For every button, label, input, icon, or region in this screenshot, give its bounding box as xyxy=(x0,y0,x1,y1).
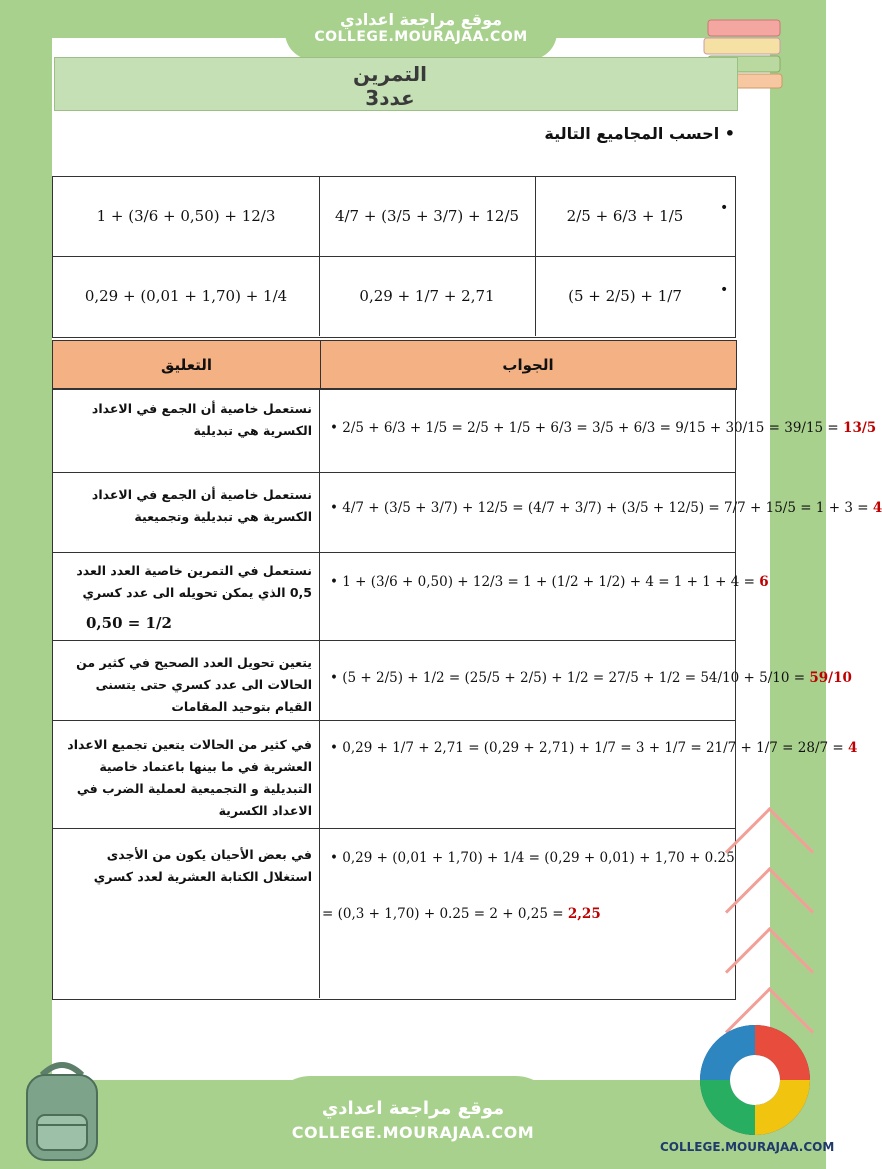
instruction xyxy=(450,124,735,143)
bottom-banner xyxy=(270,1076,556,1164)
exercise-cell-6: 0,29 + (0,01 + 1,70) + 1/4 xyxy=(84,287,288,305)
exercise-bullet-1: • xyxy=(720,200,729,216)
comment-row-5: في كثير من الحالات يتعين تجميع الاعداد العشرية في ما بينها باعتماد خاصية التبديلية و التجميعية لعملية الضرب في الاعداد الكسرية xyxy=(67,737,312,818)
grid-row-divider xyxy=(52,256,736,257)
instruction-bullet: • xyxy=(719,124,735,143)
comment-row-4: يتعين تحويل العدد الصحيح في كثير من الحالات الى عدد كسري حتى يتسنى القيام بتوحيد المقامات xyxy=(76,655,312,714)
frame-left xyxy=(0,0,52,1169)
comment-row-3: نستعمل في التمرين خاصية العدد العدد 0,5 الذي يمكن تحويله الى عدد كسري xyxy=(76,563,312,600)
result-row-3: 6 xyxy=(759,574,769,590)
answer-row-5: • 0,29 + 1/7 + 2,71 = (0,29 + 2,71) + 1/7 = 3 + 1/7 = 21/7 + 1/7 = 28/7 = 4 xyxy=(330,740,858,756)
top-banner xyxy=(285,4,557,60)
exercise-cell-1: 2/5 + 6/3 + 1/5 xyxy=(566,207,684,225)
exercise-cell-4: (5 + 2/5) + 1/7 xyxy=(568,287,682,305)
result-row-4: 59/10 xyxy=(809,670,852,686)
answer-row-1: • 2/5 + 6/3 + 1/5 = 2/5 + 1/5 + 6/3 = 3/5 + 6/3 = 9/15 + 30/15 = 39/15 = 13/5 xyxy=(330,420,877,436)
answer-row-6: • 0,29 + (0,01 + 1,70) + 1/4 = (0,29 + 0,01) + 1,70 + 0.25 xyxy=(330,850,735,866)
site-url: COLLEGE.MOURAJAA.COM xyxy=(314,29,528,45)
row-divider-5 xyxy=(52,828,736,829)
exercise-cell-3: 1 + (3/6 + 0,50) + 12/3 xyxy=(96,207,276,225)
row-divider-4 xyxy=(52,720,736,721)
result-row-5: 4 xyxy=(848,740,858,756)
result-row-2: 4 xyxy=(872,500,882,516)
header-comment: التعليق xyxy=(52,340,321,390)
exercise-bullet-2: • xyxy=(720,282,729,298)
result-row-1: 13/5 xyxy=(843,420,877,436)
row-divider-2 xyxy=(52,552,736,553)
instruction-text: احسب المجاميع التالية xyxy=(544,124,720,143)
footer-site-name-ar: موقع مراجعة اعدادي xyxy=(321,1098,505,1119)
comment-eq-row-3: 0,50 = 1/2 xyxy=(86,614,172,632)
header-answer: الجواب xyxy=(319,340,737,390)
row-divider-3 xyxy=(52,640,736,641)
row-divider-1 xyxy=(52,472,736,473)
comment-row-1: نستعمل خاصية أن الجمع في الاعداد الكسرية هي تبديلية xyxy=(91,401,312,438)
answer-row-4: • (5 + 2/5) + 1/2 = (25/5 + 2/5) + 1/2 = 27/5 + 1/2 = 54/10 + 5/10 = 59/10 xyxy=(330,670,852,686)
answer-row-3: • 1 + (3/6 + 0,50) + 12/3 = 1 + (1/2 + 1/2) + 4 = 1 + 1 + 4 = 6 xyxy=(330,574,769,590)
comment-row-6: في بعض الأحيان يكون من الأجدى استغلال الكتابة العشرية لعدد كسري xyxy=(93,847,312,884)
result-row-6: 2,25 xyxy=(567,906,601,922)
footer-site-url: COLLEGE.MOURAJAA.COM xyxy=(291,1123,535,1142)
answer-row-2: • 4/7 + (3/5 + 3/7) + 12/5 = (4/7 + 3/7) + (3/5 + 12/5) = 7/7 + 15/5 = 1 + 3 = 4 xyxy=(330,500,882,516)
site-name-ar: موقع مراجعة اعدادي xyxy=(339,10,503,29)
comment-row-2: نستعمل خاصية أن الجمع في الاعداد الكسرية هي تبديلية وتجميعية xyxy=(91,487,312,524)
logo-url: COLLEGE.MOURAJAA.COM xyxy=(660,1140,835,1154)
exercise-cell-5: 0,29 + 1/7 + 2,71 xyxy=(359,287,495,305)
exercise-title: التمرين عدد3 xyxy=(353,62,427,110)
exercise-cell-2: 4/7 + (3/5 + 3/7) + 12/5 xyxy=(334,207,520,225)
table-divider xyxy=(319,388,320,998)
answer-row-6-line-2: = (0,3 + 1,70) + 0.25 = 2 + 0,25 = 2,25 xyxy=(322,906,601,922)
backpack-icon xyxy=(12,1055,112,1165)
site-logo-icon xyxy=(695,1020,815,1140)
